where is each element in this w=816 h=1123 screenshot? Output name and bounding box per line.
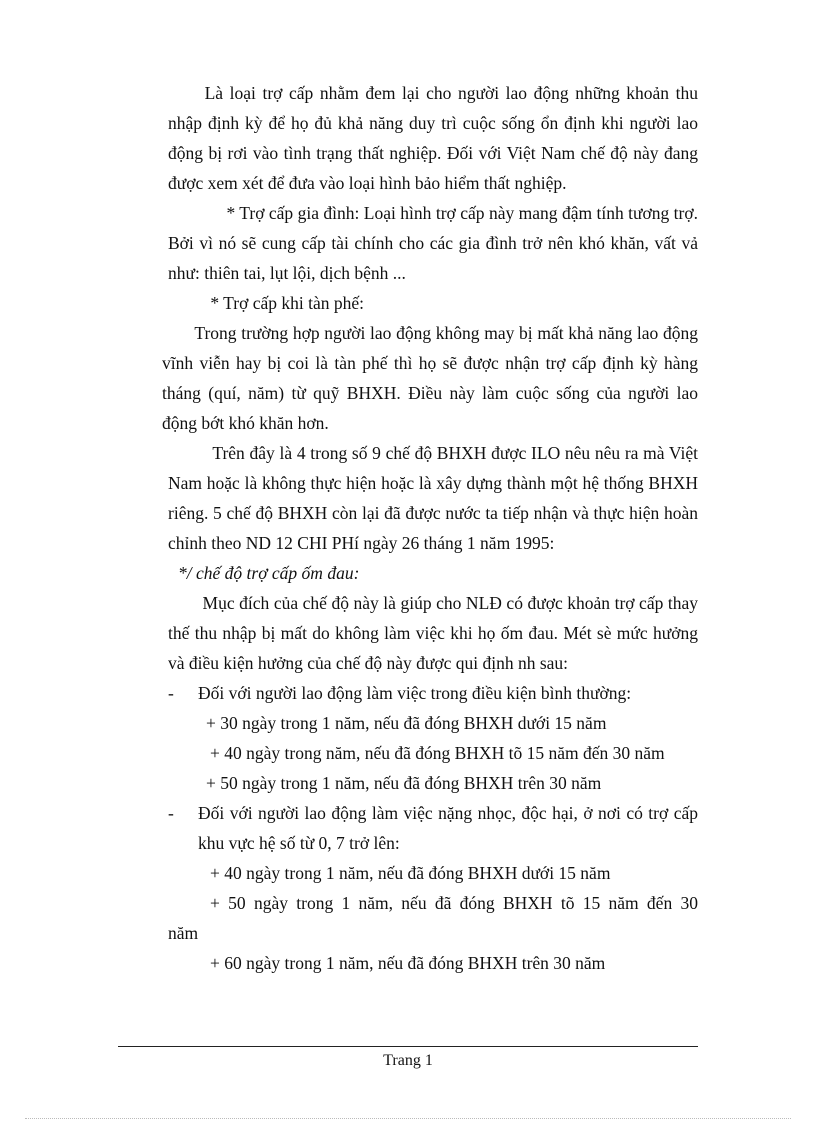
paragraph-text: Là loại trợ cấp nhằm đem lại cho người lao động những khoản thu nhập định kỳ để họ đủ khả năng duy trì cuộc sống ổn định khi người lao động bị rơi vào tình trạng thất nghiệp. Đối với Việt Nam chế độ này đang được xem xét để đưa vào loại hình bảo hiểm thất nghiệp.: [168, 83, 699, 193]
document-body: [162, 78, 699, 978]
paragraph-text: Trong trường hợp người lao động không may bị mất khả năng lao động vĩnh viễn hay bị coi là tàn phế thì họ sẽ được nhận trợ cấp định kỳ hàng tháng (quí, năm) từ quỹ BHXH. Điều này làm cuộc sống của người lao động bớt khó khăn hơn.: [162, 323, 698, 433]
paragraph-unemployment: [168, 78, 698, 198]
sub-item: + 60 ngày trong 1 năm, nếu đã đóng BHXH trên 30 năm: [210, 953, 606, 973]
sub-item: + 40 ngày trong 1 năm, nếu đã đóng BHXH dưới 15 năm: [210, 863, 611, 883]
paragraph-sickness-purpose: [168, 588, 698, 678]
paragraph-text: * Trợ cấp gia đình: Loại hình trợ cấp này mang đậm tính tương trợ. Bởi vì nó sẽ cung cấp tài chính cho các gia đình trở nên khó khăn, vất vả như: thiên tai, lụt lội, dịch bệnh ...: [168, 203, 699, 283]
paragraph-text: Mục đích của chế độ này là giúp cho NLĐ có được khoản trợ cấp thay thế thu nhập bị mất do không làm việc khi họ ốm đau. Mét sè mức hưởng và điều kiện hưởng của chế độ này được qui định nh sau:: [168, 593, 699, 673]
list-item-text: Đối với người lao động làm việc nặng nhọc, độc hại, ở nơi có trợ cấp khu vực hệ số từ 0, 7 trở lên:: [198, 803, 698, 853]
list-item: [168, 678, 698, 708]
sub-item: + 50 ngày trong 1 năm, nếu đã đóng BHXH tõ 15 năm đến 30: [210, 893, 698, 913]
paragraph-summary: [168, 438, 698, 558]
paragraph-disability: [162, 318, 698, 438]
section-heading-sickness: */ chế độ trợ cấp ốm đau:: [178, 563, 360, 583]
dash-bullet: -: [168, 803, 174, 823]
paragraph-family-allowance: [168, 198, 698, 288]
sub-item: + 30 ngày trong 1 năm, nếu đã đóng BHXH dưới 15 năm: [206, 713, 607, 733]
paragraph-text: * Trợ cấp khi tàn phế:: [210, 293, 364, 313]
footer-divider: [118, 1046, 698, 1047]
page-bottom-border: [25, 1118, 791, 1119]
page-number: Trang 1: [383, 1052, 433, 1069]
paragraph-text: Trên đây là 4 trong số 9 chế độ BHXH được ILO nêu nêu ra mà Việt Nam hoặc là không thực hiện hoặc là xây dựng thành một hệ thống BHXH riêng. 5 chế độ BHXH còn lại đã được nước ta tiếp nhận và thực hiện hoàn chỉnh theo ND 12 CHI PHí ngày 26 tháng 1 năm 1995:: [168, 443, 698, 553]
sub-item: + 50 ngày trong 1 năm, nếu đã đóng BHXH trên 30 năm: [206, 773, 602, 793]
sub-item-continuation: năm: [168, 923, 199, 943]
list-item-text: Đối với người lao động làm việc trong điều kiện bình thường:: [198, 683, 632, 703]
list-item: [168, 798, 698, 858]
dash-bullet: -: [168, 683, 174, 703]
paragraph-disability-heading: [168, 288, 698, 318]
sub-item: + 40 ngày trong năm, nếu đã đóng BHXH tõ 15 năm đến 30 năm: [210, 743, 665, 763]
